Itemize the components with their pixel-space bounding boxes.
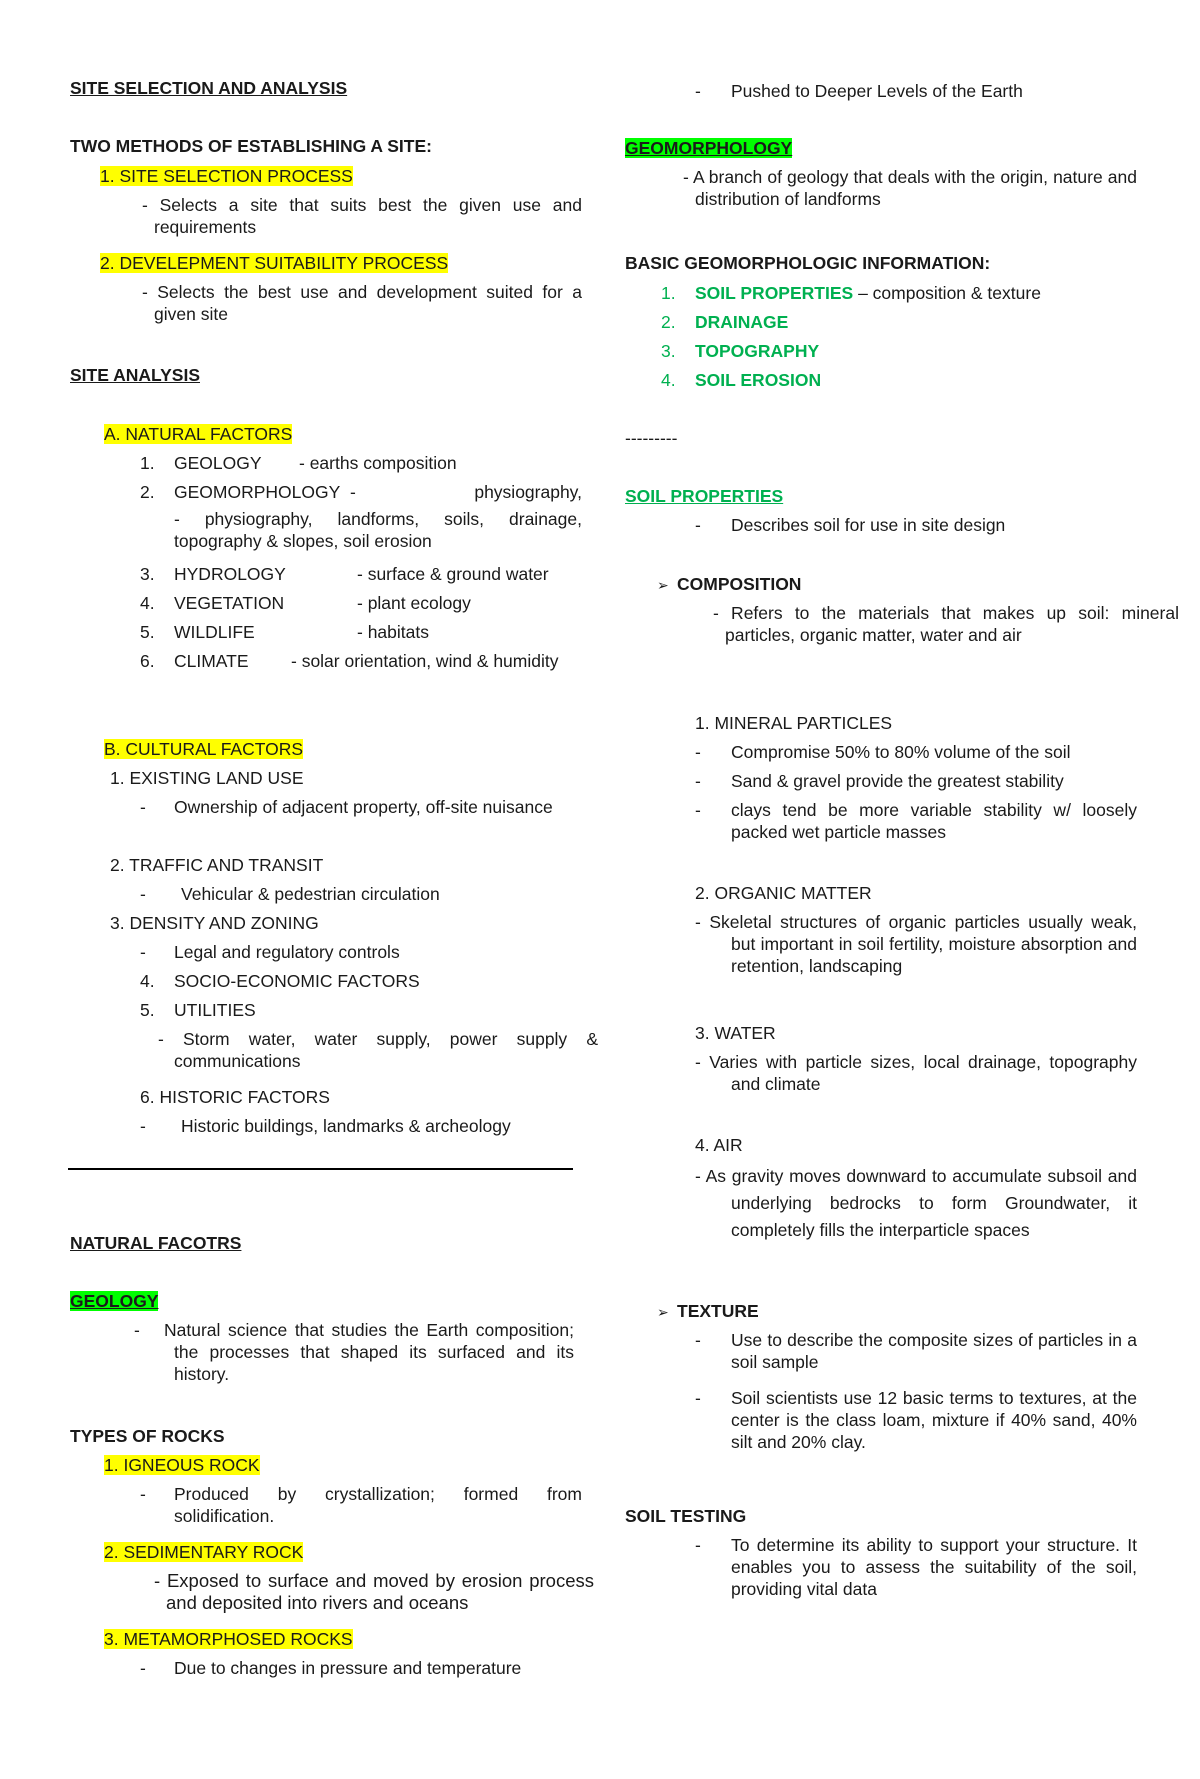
basic-item: 3. TOPOGRAPHY [661, 341, 820, 361]
separator: --------- [625, 428, 678, 448]
soil-properties-heading: SOIL PROPERTIES [625, 486, 784, 506]
soil-testing-heading: SOIL TESTING [625, 1506, 747, 1526]
method-2-desc: - Selects the best use and development suited for a given site [142, 282, 582, 324]
water-desc: - Varies with particle sizes, local drainage, topography and climate [695, 1052, 1137, 1094]
cultural-5-desc: - Storm water, water supply, power supply & communications [158, 1029, 598, 1071]
cultural-1: 1. EXISTING LAND USE [110, 768, 304, 788]
basic-info-heading: BASIC GEOMORPHOLOGIC INFORMATION: [625, 253, 991, 273]
pushed-text: Pushed to Deeper Levels of the Earth [731, 81, 1023, 101]
soil-properties-desc: Describes soil for use in site design [731, 515, 1006, 535]
rock-1: 1. IGNEOUS ROCK [104, 1455, 260, 1475]
doc-title: SITE SELECTION AND ANALYSIS [70, 78, 348, 98]
natural-item: 4. VEGETATION - plant ecology [140, 593, 471, 613]
cultural-2-desc: Vehicular & pedestrian circulation [181, 884, 440, 904]
basic-item: 2. DRAINAGE [661, 312, 789, 332]
cultural-2: 2. TRAFFIC AND TRANSIT [110, 855, 324, 875]
organic-heading: 2. ORGANIC MATTER [695, 883, 872, 903]
mineral-item: Sand & gravel provide the greatest stability [731, 771, 1064, 791]
air-desc: - As gravity moves downward to accumulate subsoil and underlying bedrocks to form Groundwater, it completely fills the interparticle spaces [695, 1166, 1137, 1240]
natural-facotrs-heading: NATURAL FACOTRS [70, 1233, 242, 1253]
soil-testing-desc: To determine its ability to support your structure. It enables you to assess the suitability of the soil, providing vital data [731, 1535, 1137, 1599]
natural-item-2-desc: - physiography, landforms, soils, drainage, topography & slopes, soil erosion [174, 509, 582, 551]
natural-item: 6. CLIMATE [140, 651, 249, 671]
mineral-item: clays tend be more variable stability w/ loosely packed wet particle masses [731, 800, 1137, 842]
basic-item: 1. SOIL PROPERTIES – composition & texture [661, 283, 1041, 303]
site-analysis-heading: SITE ANALYSIS [70, 365, 200, 385]
texture-item: Use to describe the composite sizes of particles in a soil sample [731, 1330, 1137, 1372]
cultural-6: 6. HISTORIC FACTORS [140, 1087, 330, 1107]
method-1-desc: - Selects a site that suits best the given use and requirements [142, 195, 582, 237]
natural-factors-heading: A. NATURAL FACTORS [104, 424, 293, 444]
cultural-factors-heading: B. CULTURAL FACTORS [104, 739, 304, 759]
rock-3: 3. METAMORPHOSED ROCKS [104, 1629, 353, 1649]
geomorphology-desc: - A branch of geology that deals with the origin, nature and distribution of landforms [683, 167, 1137, 209]
natural-item-desc: - physiography, [350, 482, 582, 502]
water-heading: 3. WATER [695, 1023, 776, 1043]
cultural-4: 4. SOCIO-ECONOMIC FACTORS [140, 971, 420, 991]
mineral-heading: 1. MINERAL PARTICLES [695, 713, 893, 733]
methods-heading: TWO METHODS OF ESTABLISHING A SITE: [70, 136, 432, 156]
rock-1-desc: Produced by crystallization; formed from solidification. [174, 1484, 582, 1526]
composition-desc: - Refers to the materials that makes up soil: mineral particles, organic matter, water and air [713, 603, 1179, 645]
natural-item: 5. WILDLIFE - habitats [140, 622, 429, 642]
section-divider [68, 1168, 573, 1170]
cultural-5: 5. UTILITIES [140, 1000, 256, 1020]
rock-3-desc: Due to changes in pressure and temperature [174, 1658, 522, 1678]
geology-heading: GEOLOGY [70, 1291, 159, 1311]
basic-item: 4. SOIL EROSION [661, 370, 822, 390]
arrow-bullet-icon: ➢ [657, 577, 669, 593]
natural-item-6-desc: - solar orientation, wind & humidity [291, 651, 559, 671]
document-page: SITE SELECTION AND ANALYSIS TWO METHODS OF ESTABLISHING A SITE: 1. SITE SELECTION PROCESS - Selects a site that suits best the given use and requirements 2. DEVELEPMENT SUITABILITY PROCESS - Selects the best use and development suited for a given site SITE ANALYSIS A. NATURAL FACTORS 1. GEOLOGY - earths composition 2. GEOMORPHOLOGY - physiography, - physiography, landforms, soils, drainage, topography & slopes, soil erosion 3. HYDROLOGY - surface & ground water 4. VEGETATION - plant ecology 5. WILDLIFE - habitats 6. CLIMATE - solar orientation, wind & humidity B. CULTURAL FACTORS 1. EXISTING LAND USE - Ownership of adjacent property, off-site nuisance 2. TRAFFIC AND TRANSIT - Vehicular & pedestrian circulation 3. DENSITY AND ZONING - Legal and regulatory controls 4. SOCIO-ECONOMIC FACTORS 5. UTILITIES - Storm water, water supply, power supply & communications 6. HISTORIC FACTORS - Historic buildings, landmarks & archeology NATURAL FACOTRS GEOLOGY - Natural science that studies the Earth composition; the processes that shaped its surfaced and its history. TYPES OF ROCKS 1. IGNEOUS ROCK - Produced by crystallization; formed from solidification. 2. SEDIMENTARY ROCK - Exposed to surface and moved by erosion process and deposited into rivers and oceans 3. METAMORPHOSED ROCKS - Due to changes in pressure and temperature - Pushed to Deeper Levels of the Earth GEOMORPHOLOGY - A branch of geology that deals with the origin, nature and distribution of landforms BASIC GEOMORPHOLOGIC INFORMATION: 1. SOIL PROPERTIES – composition & texture 2. DRAINAGE 3. TOPOGRAPHY 4. SOIL EROSION --------- SOIL PROPERTIES - Describes soil for use in site design ➢ COMPOSITION - Refers to the materials that makes up soil: mineral particles, organic matter, water and air 1. MINERAL PARTICLES - Compromise 50% to 80% volume of the soil - Sand & gravel provide the greatest stability - clays tend be more variable stability w/ loosely packed wet particle masses 2. ORGANIC MATTER - Skeletal structures of organic particles usually weak, but important in soil fertility, moisture absorption and retention, landscaping 3. WATER - Varies with particle sizes, local drainage, topography and climate 4. AIR - As gravity moves downward to accumulate subsoil and underlying bedrocks to form Groundwater, it completely fills the interparticle spaces ➢ TEXTURE - Use to describe the composite sizes of particles in a soil sample - Soil scientists use 12 basic terms to textures, at the center is the class loam, mixture if 40% sand, 40% silt and 20% clay. SOIL TESTING - To determine its ability to support your structure. It enables you to assess the suitability of the soil, providing vital data [70, 78, 1179, 1678]
cultural-6-desc: Historic buildings, landmarks & archeology [181, 1116, 511, 1136]
cultural-3: 3. DENSITY AND ZONING [110, 913, 319, 933]
texture-heading: ➢ TEXTURE [657, 1301, 759, 1321]
method-1: 1. SITE SELECTION PROCESS [100, 166, 353, 186]
mineral-item: Compromise 50% to 80% volume of the soil [731, 742, 1071, 762]
rocks-heading: TYPES OF ROCKS [70, 1426, 225, 1446]
natural-item: 1. GEOLOGY - earths composition [140, 453, 457, 473]
cultural-1-desc: Ownership of adjacent property, off-site nuisance [174, 797, 553, 817]
rock-2-desc: - Exposed to surface and moved by erosion process and deposited into rivers and oceans [154, 1570, 594, 1613]
natural-item: 3. HYDROLOGY - surface & ground water [140, 564, 549, 584]
air-heading: 4. AIR [695, 1135, 743, 1155]
texture-item: Soil scientists use 12 basic terms to textures, at the center is the class loam, mixture if 40% sand, 40% silt and 20% clay. [731, 1388, 1137, 1452]
natural-item: 2. GEOMORPHOLOGY [140, 482, 341, 502]
organic-desc: - Skeletal structures of organic particles usually weak, but important in soil fertility, moisture absorption and retention, landscaping [695, 912, 1137, 976]
cultural-3-desc: Legal and regulatory controls [174, 942, 400, 962]
arrow-bullet-icon: ➢ [657, 1304, 669, 1320]
method-2: 2. DEVELEPMENT SUITABILITY PROCESS [100, 253, 449, 273]
geology-desc: Natural science that studies the Earth composition; the processes that shaped its surfaced and its history. [164, 1320, 574, 1384]
composition-heading: ➢ COMPOSITION [657, 574, 802, 594]
rock-2: 2. SEDIMENTARY ROCK [104, 1542, 304, 1562]
geomorphology-heading: GEOMORPHOLOGY [625, 138, 793, 158]
